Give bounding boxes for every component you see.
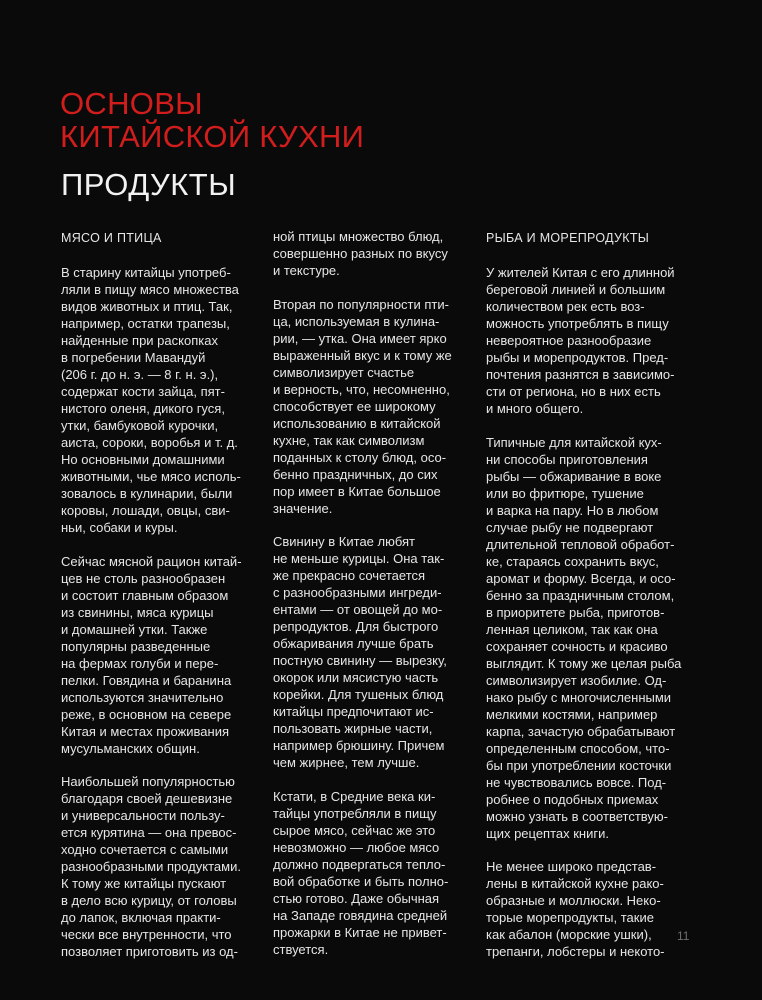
chapter-title <box>60 87 364 153</box>
text-line: вой обработке и быть полно- <box>273 873 449 889</box>
text-line: почтения разнятся в зависимо- <box>486 367 675 382</box>
text-line: поданных к столу блюд, осо- <box>273 449 447 465</box>
text-line: должно подвергаться тепло- <box>273 856 446 872</box>
text-line: ствуется. <box>273 941 329 957</box>
text-line: нистого оленя, дикого гуся, <box>61 401 225 416</box>
text-line: например, остатки трапезы, <box>61 316 230 331</box>
paragraph <box>273 296 473 517</box>
text-line: Не менее широко представ- <box>486 859 657 874</box>
text-line: китайцы предпочитают ис- <box>273 704 434 719</box>
text-line: прожарки в Китае не привет- <box>273 924 447 940</box>
text-line: ньи, собаки и куры. <box>61 520 178 535</box>
text-line: значение. <box>273 500 333 516</box>
text-line: ходно сочетается с самыми <box>61 842 229 857</box>
text-line: зовалось в кулинарии, были <box>61 486 233 501</box>
text-line: окорок или мясистую часть <box>273 670 439 685</box>
text-line: утки, бамбуковой курочки, <box>61 418 219 433</box>
text-line: сырое мясо, сейчас же это <box>273 822 436 838</box>
text-line: совершенно разных по вкусу <box>273 246 448 261</box>
text-line: на Западе говядина средней <box>273 907 448 923</box>
column-heading: РЫБА И МОРЕПРОДУКТЫ <box>486 231 650 245</box>
text-line: выглядит. К тому же целая рыба <box>486 655 682 671</box>
text-line: Китая и местах проживания <box>61 723 229 739</box>
text-line: популярны разведенные <box>61 638 211 654</box>
text-line: аиста, сороки, воробья и т. д. <box>61 435 238 450</box>
text-line: Но основными домашними <box>61 452 225 467</box>
text-line: в приоритете рыба, приготов- <box>486 604 665 620</box>
text-column-3 <box>486 230 686 977</box>
text-line: щих рецептах книги. <box>486 825 609 841</box>
text-line: коровы, лошади, овцы, сви- <box>61 503 230 518</box>
text-line: рии, — утка. Она имеет ярко <box>273 330 447 346</box>
text-line: карпа, зачастую обрабатывают <box>486 723 676 739</box>
text-line: К тому же китайцы пускают <box>61 876 227 891</box>
text-line: торые морепродукты, такие <box>486 910 654 925</box>
text-line: выраженный вкус и к тому же <box>273 347 452 363</box>
text-line: В старину китайцы употреб- <box>61 265 231 280</box>
text-line: и текстуре. <box>273 263 340 278</box>
paragraph <box>61 264 261 536</box>
text-line: береговой линией и большим <box>486 282 666 297</box>
text-line: пор имеет в Китае большое <box>273 483 441 499</box>
text-line: и верность, что, несомненно, <box>273 381 450 397</box>
text-column-2 <box>273 228 473 974</box>
column-heading: МЯСО И ПТИЦА <box>61 231 162 245</box>
text-line: и варка на пару. Но в любом <box>486 502 659 518</box>
text-line: У жителей Китая с его длинной <box>486 265 675 280</box>
text-line: благодаря своей дешевизне <box>61 791 233 806</box>
text-line: найденные при раскопках <box>61 333 218 348</box>
text-line: символизирует счастье <box>273 364 415 380</box>
text-line: не чувствовались вовсе. Под- <box>486 774 667 790</box>
text-line: мелкими костями, например <box>486 706 658 722</box>
text-line: длительной тепловой обработ- <box>486 536 675 552</box>
text-line: пользовать жирные части, <box>273 721 433 736</box>
paragraph <box>486 858 686 960</box>
text-line: чески все внутренности, что <box>61 927 232 942</box>
text-line: чем жирнее, тем лучше. <box>273 755 420 770</box>
text-line: репродуктов. Для быстрого <box>273 619 439 634</box>
text-line: Наибольшей популярностью <box>61 774 235 789</box>
text-line: с разнообразными ингреди- <box>273 585 442 600</box>
text-line: Вторая по популярности пти- <box>273 296 449 312</box>
text-line: Кстати, в Средние века ки- <box>273 788 436 804</box>
text-line: и состоит главным образом <box>61 587 229 603</box>
text-line: бенно за праздничным столом, <box>486 587 675 603</box>
text-line: ной птицы множество блюд, <box>273 229 444 244</box>
text-line: Типичные для китайской кух- <box>486 434 662 450</box>
text-line: в погребении Мавандуй <box>61 350 206 365</box>
paragraph <box>273 533 473 771</box>
text-line: ентами — от овощей до мо- <box>273 602 443 617</box>
text-line: количеством рек есть воз- <box>486 299 645 314</box>
paragraph <box>61 773 261 960</box>
text-line: ется курятина — она превос- <box>61 825 237 840</box>
text-line: разнообразными продуктами. <box>61 859 241 874</box>
text-line: невозможно — любое мясо <box>273 839 440 855</box>
text-line: трепанги, лобстеры и некото- <box>486 944 665 959</box>
text-line: используются значительно <box>61 689 224 705</box>
text-line: сти от региона, но в них есть <box>486 384 661 399</box>
text-line: пелки. Говядина и баранина <box>61 672 232 688</box>
text-line: лены в китайской кухне рако- <box>486 876 664 891</box>
text-line: можно узнать в соответствую- <box>486 808 668 824</box>
text-line: символизирует изобилие. Од- <box>486 672 667 688</box>
text-line: аромат и форму. Всегда, и осо- <box>486 570 676 586</box>
text-line: реже, в основном на севере <box>61 706 232 722</box>
text-line: позволяет приготовить из од- <box>61 944 238 959</box>
text-line: (206 г. до н. э. — 8 г. н. э.), <box>61 367 219 382</box>
page-number: 11 <box>677 929 690 943</box>
paragraph <box>273 788 473 958</box>
text-line: цев не столь разнообразен <box>61 570 226 586</box>
text-line: видов животных и птиц. Так, <box>61 299 233 314</box>
text-column-1 <box>61 230 261 977</box>
text-line: нако рыбу с многочисленными <box>486 689 672 705</box>
paragraph <box>486 434 686 842</box>
text-line: стью готово. Даже обычная <box>273 890 440 906</box>
text-line: из свинины, мяса курицы <box>61 604 214 620</box>
text-line: мусульманских общин. <box>61 740 200 756</box>
text-line: рыбы и морепродуктов. Пред- <box>486 350 669 365</box>
text-line: использованию в китайской <box>273 415 441 431</box>
section-title: ПРОДУКТЫ <box>61 167 237 202</box>
paragraph <box>61 553 261 757</box>
text-line: ни способы приготовления <box>486 451 648 467</box>
paragraph <box>273 228 473 279</box>
text-line: определенным способом, что- <box>486 740 670 756</box>
text-line: обжаривания лучше брать <box>273 636 434 651</box>
text-line: же прекрасно сочетается <box>273 568 426 583</box>
text-line: и домашней утки. Также <box>61 621 208 637</box>
text-line: ке, стараясь сохранить вкус, <box>486 553 659 569</box>
text-line: и универсальности пользу- <box>61 808 225 823</box>
text-line: например брюшину. Причем <box>273 738 445 753</box>
text-line: бы при употреблении косточки <box>486 757 672 773</box>
text-line: можность употреблять в пищу <box>486 316 669 331</box>
text-line: Сейчас мясной рацион китай- <box>61 553 242 569</box>
text-line: ленная целиком, так как она <box>486 621 658 637</box>
text-line: бенно праздничных, до сих <box>273 466 438 482</box>
text-line: постную свинину — вырезку, <box>273 653 447 668</box>
text-line: образные и моллюски. Неко- <box>486 893 661 908</box>
text-line: невероятное разнообразие <box>486 333 652 348</box>
text-line: и много общего. <box>486 401 584 416</box>
text-line: сохраняет сочность и красиво <box>486 638 668 654</box>
text-line: кухне, так как символизм <box>273 432 425 448</box>
text-line: ляли в пищу мясо множества <box>61 282 239 297</box>
chapter-title-line-1: ОСНОВЫ <box>60 86 203 121</box>
text-line: случае рыбу не подвергают <box>486 519 654 535</box>
text-line: корейки. Для тушеных блюд <box>273 687 444 702</box>
paragraph <box>486 264 686 417</box>
text-line: содержат кости зайца, пят- <box>61 384 225 399</box>
text-line: на фермах голуби и пере- <box>61 655 219 671</box>
text-line: робнее о подобных приемах <box>486 791 659 807</box>
text-line: или во фритюре, тушение <box>486 485 644 501</box>
text-line: способствует ее широкому <box>273 398 436 414</box>
chapter-title-line-2: КИТАЙСКОЙ КУХНИ <box>60 119 365 154</box>
text-line: рыбы — обжаривание в воке <box>486 468 662 484</box>
text-line: тайцы употребляли в пищу <box>273 805 437 821</box>
text-line: не меньше курицы. Она так- <box>273 551 445 566</box>
text-line: животными, чье мясо исполь- <box>61 469 241 484</box>
text-line: в дело всю курицу, от головы <box>61 893 237 908</box>
text-line: как абалон (морские ушки), <box>486 927 652 942</box>
text-line: до лапок, включая практи- <box>61 910 221 925</box>
text-line: ца, используемая в кулина- <box>273 313 440 329</box>
text-line: Свинину в Китае любят <box>273 534 416 549</box>
